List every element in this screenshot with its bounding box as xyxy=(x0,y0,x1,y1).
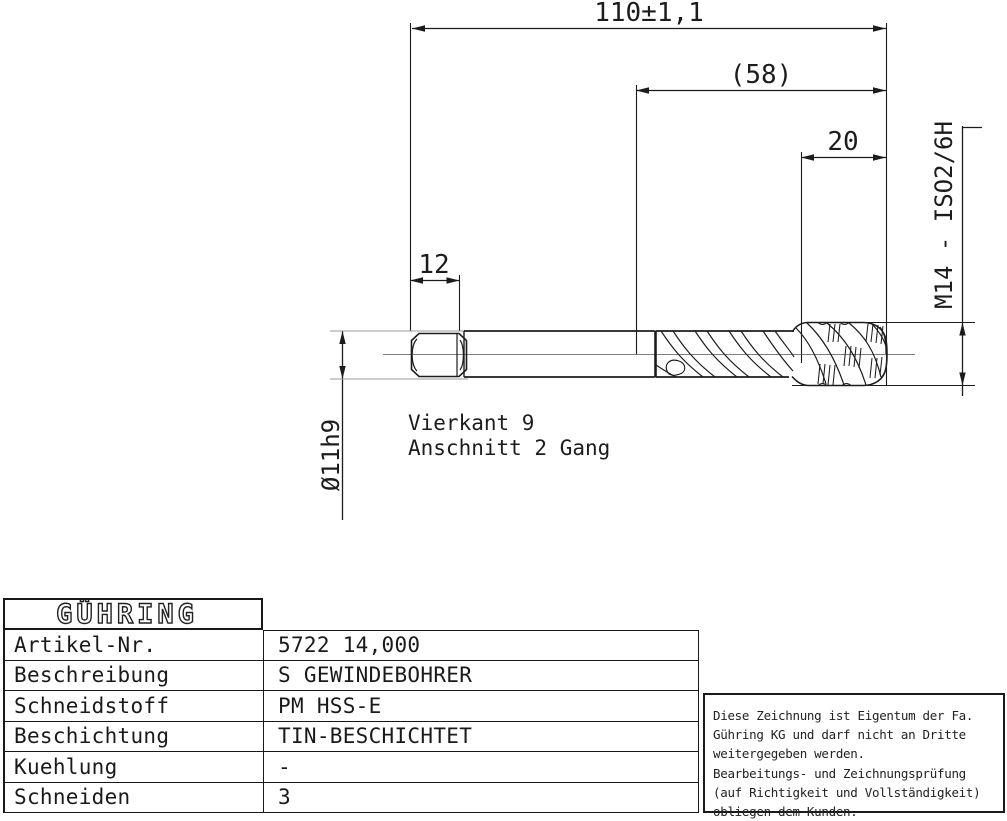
table-label-beschichtung: Beschichtung xyxy=(3,722,263,753)
guehring-logo xyxy=(5,600,261,628)
thread-helix-lines xyxy=(796,323,887,385)
disclaimer-line: Bearbeitungs- und Zeichnungsprüfung xyxy=(713,765,966,781)
tap-thread xyxy=(792,323,887,386)
ownership-disclaimer-box xyxy=(703,693,1005,820)
table-value-beschichtung: TIN-BESCHICHTET xyxy=(263,722,699,753)
table-value-kuehlung: - xyxy=(263,752,699,783)
dimension-overall-length: 110±1,1 xyxy=(594,0,704,28)
dimension-square-length: 12 xyxy=(418,250,450,280)
dimension-thread-spec: M14 - ISO2/6H xyxy=(930,121,958,309)
dimension-chamfer-length: 20 xyxy=(827,127,859,157)
table-label-schneiden: Schneiden xyxy=(3,783,263,814)
dimension-shank-diameter: Ø11h9 xyxy=(317,418,345,492)
disclaimer-line: obliegen dem Kunden. xyxy=(713,804,858,820)
disclaimer-line: (auf Richtigkeit und Vollständigkeit) xyxy=(713,784,981,800)
article-data-table xyxy=(3,598,698,813)
table-value-schneiden: 3 xyxy=(263,783,699,814)
tap-square-end xyxy=(412,334,467,377)
dimension-thread-length: (58) xyxy=(729,60,793,90)
disclaimer-line: Gühring KG und darf nicht an Dritte xyxy=(713,727,966,743)
disclaimer-line: weitergegeben werden. xyxy=(713,746,865,762)
table-label-schneidstoff: Schneidstoff xyxy=(3,691,263,722)
manufacturer-logo-cell xyxy=(3,598,263,630)
table-label-artikel-nr: Artikel-Nr. xyxy=(3,630,263,661)
table-value-artikel-nr: 5722 14,000 xyxy=(263,630,699,661)
table-label-beschreibung: Beschreibung xyxy=(3,661,263,692)
table-value-beschreibung: S GEWINDEBOHRER xyxy=(263,661,699,692)
tap-shank xyxy=(464,331,656,378)
diameter-extension-lines xyxy=(330,331,468,379)
disclaimer-line: Diese Zeichnung ist Eigentum der Fa. xyxy=(713,708,974,723)
guehring-logo-text: GÜHRING xyxy=(56,600,198,628)
note-chamfer-type: Anschnitt 2 Gang xyxy=(408,436,611,460)
table-value-schneidstoff: PM HSS-E xyxy=(263,691,699,722)
table-label-kuehlung: Kuehlung xyxy=(3,752,263,783)
tap-flutes xyxy=(656,331,794,377)
note-square-size: Vierkant 9 xyxy=(408,411,535,435)
